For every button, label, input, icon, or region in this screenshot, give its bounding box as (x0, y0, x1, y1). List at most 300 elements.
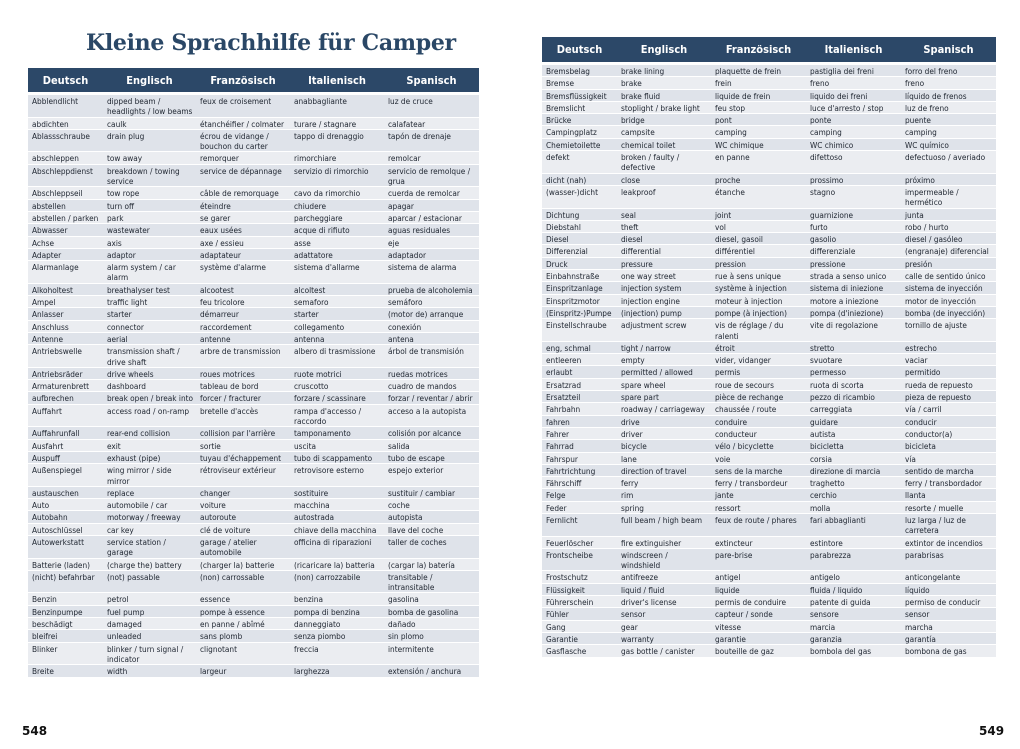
header-italienisch: Italienisch (806, 37, 901, 64)
cell-italienisch: pompa (d'iniezione) (806, 306, 901, 318)
cell-englisch: seal (617, 208, 711, 220)
table-row (28, 535, 479, 558)
cell-deutsch: Außenspiegel (28, 464, 103, 487)
cell-franzoesisch: proche (711, 173, 806, 185)
cell-deutsch: Batterie (laden) (28, 558, 103, 570)
page-title: Kleine Sprachhilfe für Camper (86, 30, 456, 56)
cell-franzoesisch: voiture (196, 499, 290, 511)
cell-spanisch: extensión / anchura (384, 665, 479, 677)
table-row (542, 341, 996, 353)
table-row (28, 332, 479, 344)
cell-deutsch: Fahrbahn (542, 403, 617, 415)
cell-italienisch: WC chimico (806, 138, 901, 150)
header-franzoesisch: Französisch (196, 68, 290, 94)
cell-englisch: access road / on-ramp (103, 404, 196, 427)
cell-spanisch: resorte / muelle (901, 501, 996, 513)
cell-spanisch: colisión por alcance (384, 427, 479, 439)
cell-deutsch: defekt (542, 151, 617, 174)
cell-italienisch: sensore (806, 608, 901, 620)
cell-franzoesisch: liquide (711, 583, 806, 595)
cell-deutsch: Frostschutz (542, 571, 617, 583)
table-row (28, 296, 479, 308)
cell-englisch: transmission shaft / drive shaft (103, 345, 196, 368)
cell-italienisch: uscita (290, 439, 384, 451)
cell-englisch: brake lining (617, 64, 711, 77)
page-number-left: 548 (22, 724, 48, 738)
table-row (28, 129, 479, 152)
cell-englisch: drive (617, 415, 711, 427)
cell-franzoesisch: pont (711, 114, 806, 126)
cell-italienisch: molla (806, 501, 901, 513)
cell-italienisch: larghezza (290, 665, 384, 677)
cell-italienisch: cavo da rimorchio (290, 187, 384, 199)
cell-spanisch: llanta (901, 489, 996, 501)
table-row (542, 257, 996, 269)
cell-italienisch: tappo di drenaggio (290, 129, 384, 152)
cell-franzoesisch: axe / essieu (196, 236, 290, 248)
cell-englisch: width (103, 665, 196, 677)
cell-franzoesisch: adaptateur (196, 248, 290, 260)
cell-englisch: (injection) pump (617, 306, 711, 318)
cell-italienisch: adattatore (290, 248, 384, 260)
cell-spanisch: sensor (901, 608, 996, 620)
cell-deutsch: Felge (542, 489, 617, 501)
cell-italienisch: pezzo di ricambio (806, 391, 901, 403)
cell-deutsch: Einstellschraube (542, 319, 617, 342)
cell-spanisch: salida (384, 439, 479, 451)
cell-deutsch: abstellen / parken (28, 211, 103, 223)
cell-englisch: traffic light (103, 296, 196, 308)
cell-franzoesisch: voie (711, 452, 806, 464)
cell-franzoesisch: essence (196, 593, 290, 605)
cell-spanisch: freno (901, 77, 996, 89)
cell-englisch: exit (103, 439, 196, 451)
table-row (542, 620, 996, 632)
vocabulary-table-left (28, 68, 479, 678)
cell-spanisch: luz de freno (901, 101, 996, 113)
cell-deutsch: Auffahrunfall (28, 427, 103, 439)
cell-italienisch: bombola del gas (806, 645, 901, 657)
cell-englisch: dipped beam / headlights / low beams (103, 94, 196, 118)
cell-franzoesisch: raccordement (196, 320, 290, 332)
header-englisch: Englisch (617, 37, 711, 64)
cell-italienisch: chiave della macchina (290, 523, 384, 535)
cell-spanisch: sistema de inyección (901, 282, 996, 294)
cell-deutsch: Anlasser (28, 308, 103, 320)
table-row (542, 415, 996, 427)
table-row (28, 236, 479, 248)
cell-englisch: (not) passable (103, 570, 196, 593)
cell-deutsch: dicht (nah) (542, 173, 617, 185)
table-row (28, 224, 479, 236)
cell-italienisch: chiudere (290, 199, 384, 211)
cell-englisch: close (617, 173, 711, 185)
cell-englisch: exhaust (pipe) (103, 451, 196, 463)
cell-italienisch: autista (806, 427, 901, 439)
cell-franzoesisch: sans plomb (196, 630, 290, 642)
cell-italienisch: traghetto (806, 477, 901, 489)
table-row (542, 89, 996, 101)
header-spanisch: Spanisch (384, 68, 479, 94)
cell-deutsch: Frontscheibe (542, 548, 617, 571)
cell-franzoesisch: différentiel (711, 245, 806, 257)
cell-deutsch: abschleppen (28, 152, 103, 164)
cell-deutsch: Auspuff (28, 451, 103, 463)
cell-englisch: theft (617, 220, 711, 232)
cell-italienisch: pressione (806, 257, 901, 269)
cell-franzoesisch: vitesse (711, 620, 806, 632)
cell-spanisch: permitido (901, 366, 996, 378)
cell-spanisch: sistema de alarma (384, 261, 479, 284)
cell-italienisch: asse (290, 236, 384, 248)
cell-deutsch: bleifrei (28, 630, 103, 642)
cell-italienisch: senza piombo (290, 630, 384, 642)
table-row (542, 173, 996, 185)
table-row (542, 596, 996, 608)
cell-italienisch: bicicletta (806, 440, 901, 452)
cell-deutsch: beschädigt (28, 618, 103, 630)
cell-spanisch: WC químico (901, 138, 996, 150)
cell-franzoesisch: système d'alarme (196, 261, 290, 284)
cell-italienisch: servizio di rimorchio (290, 164, 384, 187)
cell-italienisch: guidare (806, 415, 901, 427)
cell-spanisch: impermeable / hermético (901, 185, 996, 208)
table-row (542, 536, 996, 548)
cell-deutsch: Fahrtrichtung (542, 464, 617, 476)
cell-italienisch: parcheggiare (290, 211, 384, 223)
cell-englisch: full beam / high beam (617, 513, 711, 536)
cell-deutsch: Brücke (542, 114, 617, 126)
cell-italienisch: anabbagliante (290, 94, 384, 118)
cell-spanisch: anticongelante (901, 571, 996, 583)
cell-deutsch: Feder (542, 501, 617, 513)
cell-deutsch: Achse (28, 236, 103, 248)
cell-spanisch: tapón de drenaje (384, 129, 479, 152)
cell-franzoesisch: étanche (711, 185, 806, 208)
table-row (542, 477, 996, 489)
cell-deutsch: Antriebsräder (28, 367, 103, 379)
cell-franzoesisch: permis (711, 366, 806, 378)
cell-englisch: bicycle (617, 440, 711, 452)
cell-deutsch: fahren (542, 415, 617, 427)
header-deutsch: Deutsch (28, 68, 103, 94)
cell-deutsch: Fahrrad (542, 440, 617, 452)
cell-franzoesisch: pompe à essence (196, 605, 290, 617)
table-row (542, 608, 996, 620)
header-spanisch: Spanisch (901, 37, 996, 64)
cell-franzoesisch: éteindre (196, 199, 290, 211)
cell-englisch: sensor (617, 608, 711, 620)
cell-spanisch: extintor de incendios (901, 536, 996, 548)
cell-deutsch: entleeren (542, 354, 617, 366)
cell-italienisch: ponte (806, 114, 901, 126)
cell-englisch: gas bottle / canister (617, 645, 711, 657)
cell-deutsch: Fernlicht (542, 513, 617, 536)
cell-franzoesisch: pare-brise (711, 548, 806, 571)
cell-englisch: motorway / freeway (103, 511, 196, 523)
cell-deutsch: Benzinpumpe (28, 605, 103, 617)
cell-spanisch: acceso a la autopista (384, 404, 479, 427)
cell-spanisch: presión (901, 257, 996, 269)
table-row (542, 571, 996, 583)
table-row (542, 151, 996, 174)
cell-italienisch: antigelo (806, 571, 901, 583)
cell-englisch: drain plug (103, 129, 196, 152)
cell-italienisch: (ricaricare la) batteria (290, 558, 384, 570)
cell-franzoesisch: bretelle d'accès (196, 404, 290, 427)
cell-franzoesisch: garantie (711, 632, 806, 644)
cell-spanisch: líquido de frenos (901, 89, 996, 101)
cell-italienisch: macchina (290, 499, 384, 511)
table-row (542, 270, 996, 282)
cell-deutsch: Druck (542, 257, 617, 269)
table-row (542, 427, 996, 439)
table-row (542, 294, 996, 306)
cell-italienisch: sistema d'allarme (290, 261, 384, 284)
table-row (542, 513, 996, 536)
cell-franzoesisch: feu stop (711, 101, 806, 113)
cell-deutsch: Fahrspur (542, 452, 617, 464)
cell-italienisch: ruota di scorta (806, 378, 901, 390)
cell-spanisch: rueda de repuesto (901, 378, 996, 390)
cell-italienisch: garanzia (806, 632, 901, 644)
cell-franzoesisch: liquide de frein (711, 89, 806, 101)
cell-deutsch: Alkoholtest (28, 283, 103, 295)
cell-englisch: injection system (617, 282, 711, 294)
cell-franzoesisch: conducteur (711, 427, 806, 439)
cell-englisch: axis (103, 236, 196, 248)
cell-franzoesisch: (charger la) batterie (196, 558, 290, 570)
cell-italienisch: pastiglia dei freni (806, 64, 901, 77)
cell-englisch: diesel (617, 233, 711, 245)
cell-franzoesisch: arbre de transmission (196, 345, 290, 368)
table-row (28, 427, 479, 439)
cell-spanisch: estrecho (901, 341, 996, 353)
cell-deutsch: Ablassschraube (28, 129, 103, 152)
table-row (542, 583, 996, 595)
cell-spanisch: espejo exterior (384, 464, 479, 487)
cell-deutsch: Gang (542, 620, 617, 632)
header-deutsch: Deutsch (542, 37, 617, 64)
cell-deutsch: Abwasser (28, 224, 103, 236)
cell-franzoesisch: WC chimique (711, 138, 806, 150)
table-row (28, 117, 479, 129)
cell-franzoesisch: service de dépannage (196, 164, 290, 187)
cell-deutsch: Einspritzanlage (542, 282, 617, 294)
table-row (28, 283, 479, 295)
cell-deutsch: Adapter (28, 248, 103, 260)
cell-italienisch: retrovisore esterno (290, 464, 384, 487)
cell-italienisch: parabrezza (806, 548, 901, 571)
cell-spanisch: ruedas motrices (384, 367, 479, 379)
cell-italienisch: freno (806, 77, 901, 89)
cell-franzoesisch: tableau de bord (196, 380, 290, 392)
cell-deutsch: Campingplatz (542, 126, 617, 138)
cell-englisch: service station / garage (103, 535, 196, 558)
cell-deutsch: Garantie (542, 632, 617, 644)
header-englisch: Englisch (103, 68, 196, 94)
cell-englisch: car key (103, 523, 196, 535)
cell-spanisch: marcha (901, 620, 996, 632)
cell-englisch: petrol (103, 593, 196, 605)
cell-italienisch: tubo di scappamento (290, 451, 384, 463)
cell-spanisch: eje (384, 236, 479, 248)
header-italienisch: Italienisch (290, 68, 384, 94)
cell-franzoesisch: antenne (196, 332, 290, 344)
cell-englisch: warranty (617, 632, 711, 644)
cell-franzoesisch: ferry / transbordeur (711, 477, 806, 489)
cell-englisch: fuel pump (103, 605, 196, 617)
cell-franzoesisch: vis de réglage / du ralenti (711, 319, 806, 342)
cell-franzoesisch: en panne (711, 151, 806, 174)
cell-englisch: starter (103, 308, 196, 320)
cell-spanisch: remolcar (384, 152, 479, 164)
cell-italienisch: direzione di marcia (806, 464, 901, 476)
cell-englisch: dashboard (103, 380, 196, 392)
cell-franzoesisch: conduire (711, 415, 806, 427)
cell-deutsch: Flüssigkeit (542, 583, 617, 595)
cell-spanisch: próximo (901, 173, 996, 185)
cell-franzoesisch: diesel, gasoil (711, 233, 806, 245)
cell-englisch: differential (617, 245, 711, 257)
cell-italienisch: corsia (806, 452, 901, 464)
cell-spanisch: transitable / intransitable (384, 570, 479, 593)
cell-franzoesisch: largeur (196, 665, 290, 677)
cell-deutsch: Abblendlicht (28, 94, 103, 118)
cell-englisch: bridge (617, 114, 711, 126)
cell-franzoesisch: eaux usées (196, 224, 290, 236)
cell-englisch: windscreen / windshield (617, 548, 711, 571)
cell-englisch: turn off (103, 199, 196, 211)
table-row (28, 248, 479, 260)
cell-englisch: breakdown / towing service (103, 164, 196, 187)
cell-spanisch: motor de inyección (901, 294, 996, 306)
cell-italienisch: ruote motrici (290, 367, 384, 379)
table-row (28, 605, 479, 617)
cell-italienisch: stagno (806, 185, 901, 208)
cell-englisch: aerial (103, 332, 196, 344)
cell-spanisch: vía / carril (901, 403, 996, 415)
table-row (28, 558, 479, 570)
cell-deutsch: Alarmanlage (28, 261, 103, 284)
cell-italienisch: permesso (806, 366, 901, 378)
cell-franzoesisch: moteur à injection (711, 294, 806, 306)
table-row (542, 306, 996, 318)
cell-englisch: fire extinguisher (617, 536, 711, 548)
cell-englisch: spare wheel (617, 378, 711, 390)
cell-italienisch: turare / stagnare (290, 117, 384, 129)
cell-franzoesisch: permis de conduire (711, 596, 806, 608)
table-row (28, 152, 479, 164)
cell-italienisch: cerchio (806, 489, 901, 501)
cell-englisch: connector (103, 320, 196, 332)
cell-spanisch: sustituir / cambiar (384, 486, 479, 498)
cell-englisch: rear-end collision (103, 427, 196, 439)
cell-spanisch: luz de cruce (384, 94, 479, 118)
cell-spanisch: llave del coche (384, 523, 479, 535)
table-row (542, 319, 996, 342)
cell-englisch: pressure (617, 257, 711, 269)
cell-franzoesisch: bouteille de gaz (711, 645, 806, 657)
cell-spanisch: sin plomo (384, 630, 479, 642)
cell-italienisch: collegamento (290, 320, 384, 332)
table-row (542, 378, 996, 390)
cell-italienisch: differenziale (806, 245, 901, 257)
cell-deutsch: Feuerlöscher (542, 536, 617, 548)
cell-italienisch: strada a senso unico (806, 270, 901, 282)
cell-spanisch: bomba de gasolina (384, 605, 479, 617)
cell-deutsch: (Einspritz-)Pumpe (542, 306, 617, 318)
cell-deutsch: Dichtung (542, 208, 617, 220)
cell-englisch: tow rope (103, 187, 196, 199)
table-row (542, 452, 996, 464)
cell-italienisch: starter (290, 308, 384, 320)
table-row (542, 501, 996, 513)
cell-franzoesisch: vider, vidanger (711, 354, 806, 366)
cell-englisch: permitted / allowed (617, 366, 711, 378)
cell-deutsch: aufbrechen (28, 392, 103, 404)
table-row (28, 164, 479, 187)
table-row (542, 403, 996, 415)
table-row (542, 233, 996, 245)
table-row (28, 380, 479, 392)
cell-spanisch: calle de sentido único (901, 270, 996, 282)
table-header-row (542, 37, 996, 64)
cell-englisch: tight / narrow (617, 341, 711, 353)
cell-franzoesisch: camping (711, 126, 806, 138)
table-row (28, 665, 479, 677)
cell-franzoesisch: feux de route / phares (711, 513, 806, 536)
cell-deutsch: Ausfahrt (28, 439, 103, 451)
cell-franzoesisch: extincteur (711, 536, 806, 548)
cell-italienisch: estintore (806, 536, 901, 548)
cell-italienisch: rimorchiare (290, 152, 384, 164)
cell-franzoesisch: plaquette de frein (711, 64, 806, 77)
cell-italienisch: guarnizione (806, 208, 901, 220)
table-row (542, 114, 996, 126)
cell-franzoesisch: alcootest (196, 283, 290, 295)
table-header-row (28, 68, 479, 94)
cell-spanisch: tubo de escape (384, 451, 479, 463)
cell-deutsch: Ersatzteil (542, 391, 617, 403)
cell-italienisch: liquido dei freni (806, 89, 901, 101)
cell-franzoesisch: autoroute (196, 511, 290, 523)
cell-italienisch: semaforo (290, 296, 384, 308)
table-row (542, 440, 996, 452)
cell-spanisch: ferry / transbordador (901, 477, 996, 489)
cell-englisch: broken / faulty / defective (617, 151, 711, 174)
table-row (542, 366, 996, 378)
cell-italienisch: autostrada (290, 511, 384, 523)
cell-deutsch: Auffahrt (28, 404, 103, 427)
cell-englisch: rim (617, 489, 711, 501)
table-row (28, 199, 479, 211)
cell-italienisch: vite di regolazione (806, 319, 901, 342)
table-row (28, 523, 479, 535)
cell-englisch: unleaded (103, 630, 196, 642)
cell-spanisch: forzar / reventar / abrir (384, 392, 479, 404)
cell-italienisch: camping (806, 126, 901, 138)
table-row (28, 94, 479, 118)
cell-franzoesisch: chaussée / route (711, 403, 806, 415)
cell-deutsch: Autoschlüssel (28, 523, 103, 535)
cell-franzoesisch: se garer (196, 211, 290, 223)
cell-italienisch: svuotare (806, 354, 901, 366)
cell-italienisch: forzare / scassinare (290, 392, 384, 404)
cell-spanisch: apagar (384, 199, 479, 211)
cell-italienisch: freccia (290, 642, 384, 665)
cell-deutsch: Ampel (28, 296, 103, 308)
